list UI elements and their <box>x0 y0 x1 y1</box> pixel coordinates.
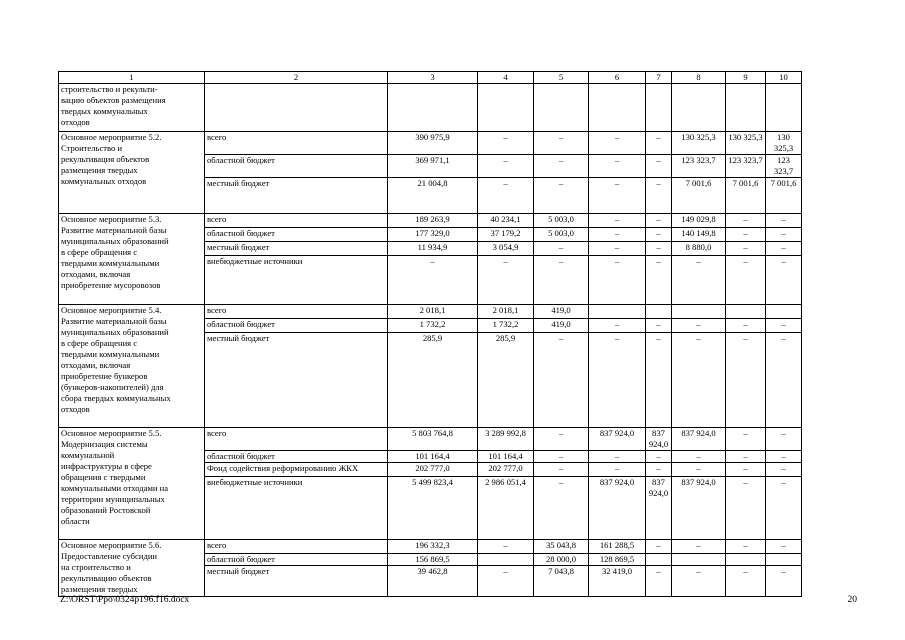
value-cell: – <box>646 132 672 155</box>
value-cell: – <box>766 319 802 333</box>
value-cell: – <box>534 451 589 463</box>
value-cell: – <box>672 451 726 463</box>
value-cell: – <box>589 451 646 463</box>
value-cell: – <box>766 228 802 242</box>
value-cell: 123 323,7 <box>726 155 766 178</box>
value-cell: – <box>589 132 646 155</box>
measure-cell: Основное мероприятие 5.6. Предоставление субсидии на строительство и рекультивацию объектов размещения твердых <box>59 540 205 597</box>
value-cell: 5 803 764,8 <box>388 428 478 451</box>
value-cell: – <box>766 256 802 305</box>
value-cell: 5 003,0 <box>534 228 589 242</box>
table-row <box>59 214 802 228</box>
value-cell: 3 289 992,8 <box>478 428 534 451</box>
value-cell: – <box>478 540 534 554</box>
value-cell: – <box>534 333 589 428</box>
value-cell: – <box>672 540 726 554</box>
value-cell: – <box>766 333 802 428</box>
source-cell: областной бюджет <box>205 319 388 333</box>
value-cell: – <box>478 256 534 305</box>
source-cell: всего <box>205 132 388 155</box>
value-cell: 390 975,9 <box>388 132 478 155</box>
measure-cell: Основное мероприятие 5.5. Модернизация системы коммунальной инфраструктуры в сфере обращения с твердыми коммунальными отходами на территории муниципальных образований Ростовской области <box>59 428 205 540</box>
value-cell: – <box>672 566 726 597</box>
value-cell: 128 869,5 <box>589 554 646 566</box>
value-cell: – <box>672 319 726 333</box>
value-cell: – <box>726 228 766 242</box>
value-cell: 39 462,8 <box>388 566 478 597</box>
column-header: 1 <box>59 72 205 84</box>
value-cell: – <box>726 451 766 463</box>
value-cell: – <box>589 463 646 477</box>
table-row <box>59 540 802 554</box>
value-cell <box>726 84 766 132</box>
value-cell: – <box>726 256 766 305</box>
value-cell: 161 288,5 <box>589 540 646 554</box>
column-header: 9 <box>726 72 766 84</box>
value-cell: – <box>726 319 766 333</box>
value-cell: 40 234,1 <box>478 214 534 228</box>
value-cell: 2 018,1 <box>478 305 534 319</box>
header-row <box>59 72 802 84</box>
value-cell: 419,0 <box>534 319 589 333</box>
value-cell: 285,9 <box>388 333 478 428</box>
value-cell: 837 924,0 <box>589 428 646 451</box>
source-cell: внебюджетные источники <box>205 256 388 305</box>
value-cell: – <box>589 155 646 178</box>
value-cell: – <box>478 132 534 155</box>
value-cell: – <box>646 540 672 554</box>
value-cell: – <box>646 178 672 214</box>
value-cell: 123 323,7 <box>766 155 802 178</box>
source-cell: местный бюджет <box>205 242 388 256</box>
value-cell: 837 924,0 <box>589 477 646 540</box>
value-cell <box>646 84 672 132</box>
value-cell: – <box>646 214 672 228</box>
value-cell: – <box>766 540 802 554</box>
value-cell <box>534 84 589 132</box>
value-cell: – <box>726 214 766 228</box>
column-header: 5 <box>534 72 589 84</box>
value-cell <box>766 305 802 319</box>
value-cell: – <box>589 242 646 256</box>
value-cell <box>672 84 726 132</box>
source-cell: Фонд содействия реформированию ЖКХ <box>205 463 388 477</box>
source-cell: местный бюджет <box>205 178 388 214</box>
value-cell: 7 001,6 <box>726 178 766 214</box>
value-cell <box>726 305 766 319</box>
value-cell: – <box>646 319 672 333</box>
value-cell: 189 263,9 <box>388 214 478 228</box>
source-cell: всего <box>205 214 388 228</box>
value-cell: – <box>478 178 534 214</box>
value-cell: 7 043,8 <box>534 566 589 597</box>
source-cell: областной бюджет <box>205 228 388 242</box>
value-cell: – <box>534 477 589 540</box>
value-cell: 21 004,8 <box>388 178 478 214</box>
column-header: 4 <box>478 72 534 84</box>
source-cell: местный бюджет <box>205 566 388 597</box>
value-cell: 130 325,3 <box>726 132 766 155</box>
value-cell: 177 329,0 <box>388 228 478 242</box>
value-cell: – <box>726 428 766 451</box>
value-cell: – <box>589 319 646 333</box>
table-row <box>59 132 802 155</box>
value-cell: – <box>534 256 589 305</box>
value-cell <box>646 305 672 319</box>
value-cell: 5 499 823,4 <box>388 477 478 540</box>
table-row <box>59 84 802 132</box>
value-cell: 130 325,3 <box>672 132 726 155</box>
source-cell: местный бюджет <box>205 333 388 428</box>
value-cell: – <box>646 463 672 477</box>
measure-cell: Основное мероприятие 5.2. Строительство и рекультивация объектов размещения твердых коммунальных отходов <box>59 132 205 214</box>
page-number: 20 <box>847 595 857 605</box>
column-header: 3 <box>388 72 478 84</box>
table-row <box>59 305 802 319</box>
value-cell: – <box>534 155 589 178</box>
value-cell <box>672 305 726 319</box>
budget-table <box>58 71 802 597</box>
value-cell: – <box>672 463 726 477</box>
source-cell <box>205 84 388 132</box>
value-cell: 285,9 <box>478 333 534 428</box>
value-cell <box>589 84 646 132</box>
value-cell: – <box>534 132 589 155</box>
value-cell: 140 149,8 <box>672 228 726 242</box>
source-cell: всего <box>205 428 388 451</box>
value-cell <box>388 84 478 132</box>
value-cell <box>766 554 802 566</box>
value-cell: – <box>388 256 478 305</box>
value-cell: – <box>589 214 646 228</box>
value-cell: – <box>672 333 726 428</box>
value-cell: 149 029,8 <box>672 214 726 228</box>
value-cell: – <box>726 540 766 554</box>
value-cell: 2 018,1 <box>388 305 478 319</box>
value-cell: – <box>646 333 672 428</box>
value-cell <box>478 554 534 566</box>
value-cell: 202 777,0 <box>478 463 534 477</box>
source-cell: областной бюджет <box>205 451 388 463</box>
column-header: 8 <box>672 72 726 84</box>
value-cell: 130 325,3 <box>766 132 802 155</box>
column-header: 7 <box>646 72 672 84</box>
value-cell: 202 777,0 <box>388 463 478 477</box>
value-cell: 7 001,6 <box>672 178 726 214</box>
value-cell: – <box>766 214 802 228</box>
footer-file-path: Z:\ORST\Ppo\0324p196.f16.docx <box>60 595 190 605</box>
value-cell <box>766 84 802 132</box>
value-cell: 1 732,2 <box>388 319 478 333</box>
value-cell: – <box>534 463 589 477</box>
source-cell: всего <box>205 305 388 319</box>
source-cell: областной бюджет <box>205 554 388 566</box>
value-cell: – <box>646 451 672 463</box>
value-cell: – <box>726 242 766 256</box>
value-cell: – <box>534 178 589 214</box>
source-cell: областной бюджет <box>205 155 388 178</box>
value-cell <box>589 305 646 319</box>
value-cell <box>646 554 672 566</box>
value-cell: – <box>646 566 672 597</box>
value-cell: 28 000,0 <box>534 554 589 566</box>
value-cell: 5 003,0 <box>534 214 589 228</box>
value-cell: 7 001,6 <box>766 178 802 214</box>
value-cell: – <box>766 451 802 463</box>
value-cell: 369 971,1 <box>388 155 478 178</box>
column-header: 6 <box>589 72 646 84</box>
value-cell: – <box>589 256 646 305</box>
value-cell: – <box>766 428 802 451</box>
source-cell: внебюджетные источники <box>205 477 388 540</box>
value-cell: – <box>766 566 802 597</box>
value-cell: – <box>589 178 646 214</box>
value-cell: – <box>726 333 766 428</box>
source-cell: всего <box>205 540 388 554</box>
value-cell: – <box>589 333 646 428</box>
measure-cell: строительство и рекульти- вацию объектов размещения твердых коммунальных отходов <box>59 84 205 132</box>
value-cell: – <box>726 463 766 477</box>
value-cell: 1 732,2 <box>478 319 534 333</box>
value-cell: – <box>646 228 672 242</box>
value-cell: 11 934,9 <box>388 242 478 256</box>
value-cell: – <box>766 463 802 477</box>
value-cell <box>726 554 766 566</box>
value-cell: 419,0 <box>534 305 589 319</box>
value-cell: 8 880,0 <box>672 242 726 256</box>
value-cell: – <box>589 228 646 242</box>
table-row <box>59 428 802 451</box>
value-cell: 837 924,0 <box>672 428 726 451</box>
value-cell: 196 332,3 <box>388 540 478 554</box>
column-header: 10 <box>766 72 802 84</box>
value-cell: 3 054,9 <box>478 242 534 256</box>
value-cell: – <box>478 155 534 178</box>
column-header: 2 <box>205 72 388 84</box>
value-cell: – <box>646 242 672 256</box>
value-cell: 101 164,4 <box>478 451 534 463</box>
value-cell: 123 323,7 <box>672 155 726 178</box>
value-cell: – <box>646 155 672 178</box>
value-cell: 837 924,0 <box>646 477 672 540</box>
value-cell <box>672 554 726 566</box>
value-cell: – <box>726 566 766 597</box>
measure-cell: Основное мероприятие 5.4. Развитие материальной базы муниципальных образований в сфере обращения с твердыми коммунальными отходами, включая приобретение бункеров (бункеров-накопителей) для сбора твердых коммунальных отходов <box>59 305 205 428</box>
value-cell: – <box>534 242 589 256</box>
value-cell: – <box>646 256 672 305</box>
value-cell: 837 924,0 <box>672 477 726 540</box>
value-cell: 35 043,8 <box>534 540 589 554</box>
value-cell: 837 924,0 <box>646 428 672 451</box>
value-cell: 32 419,0 <box>589 566 646 597</box>
value-cell: 101 164,4 <box>388 451 478 463</box>
value-cell: – <box>534 428 589 451</box>
measure-cell: Основное мероприятие 5.3. Развитие материальной базы муниципальных образований в сфере обращения с твердыми коммунальными отходами, включая приобретение мусоровозов <box>59 214 205 305</box>
value-cell: 37 179,2 <box>478 228 534 242</box>
value-cell <box>478 84 534 132</box>
value-cell: – <box>766 477 802 540</box>
value-cell: 156 869,5 <box>388 554 478 566</box>
value-cell: 2 986 051,4 <box>478 477 534 540</box>
value-cell: – <box>478 566 534 597</box>
value-cell: – <box>726 477 766 540</box>
value-cell: – <box>766 242 802 256</box>
value-cell: – <box>672 256 726 305</box>
